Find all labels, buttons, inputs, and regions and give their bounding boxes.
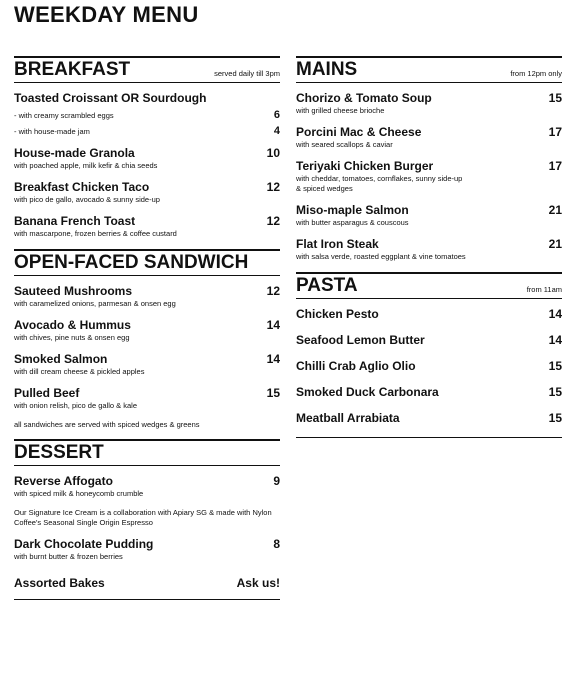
- item-price: 14: [548, 307, 562, 321]
- section-divider: [296, 437, 562, 438]
- menu-item: [296, 411, 562, 425]
- item-price: 21: [548, 203, 562, 217]
- item-description: with seared scallops & caviar: [296, 140, 393, 149]
- item-price: Ask us!: [236, 576, 280, 590]
- item-price: 15: [548, 359, 562, 373]
- menu-item: [14, 146, 280, 171]
- section-title: PASTA: [296, 275, 358, 296]
- menu-item: [14, 576, 280, 590]
- mains-section: [296, 56, 562, 262]
- item-price: 15: [548, 411, 562, 425]
- menu-item: [296, 359, 562, 373]
- item-option: [14, 125, 280, 137]
- item-description: with grilled cheese brioche: [296, 106, 385, 115]
- menu-item: [296, 385, 562, 399]
- item-price: 12: [266, 180, 280, 194]
- item-price: 14: [548, 333, 562, 347]
- option-label: - with house-made jam: [14, 126, 90, 136]
- menu-item: [296, 125, 562, 150]
- item-price: 10: [266, 146, 280, 160]
- option-price: 6: [273, 109, 280, 121]
- item-name: Avocado & Hummus: [14, 318, 131, 332]
- item-name: Chicken Pesto: [296, 307, 379, 321]
- menu-item: [296, 203, 562, 228]
- item-name: Porcini Mac & Cheese: [296, 125, 422, 139]
- item-price: 21: [548, 237, 562, 251]
- left-column: [14, 56, 280, 610]
- menu-item: [14, 386, 280, 411]
- item-name: Smoked Salmon: [14, 352, 108, 366]
- item-name: Reverse Affogato: [14, 474, 113, 488]
- item-price: 12: [266, 284, 280, 298]
- item-description: with butter asparagus & couscous: [296, 218, 409, 227]
- item-name: Toasted Croissant OR Sourdough: [14, 91, 207, 105]
- section-note: from 11am: [526, 285, 562, 294]
- item-name: Banana French Toast: [14, 214, 136, 228]
- item-price: 14: [266, 352, 280, 366]
- menu-item: [14, 474, 280, 499]
- menu-item: [14, 318, 280, 343]
- item-name: Chilli Crab Aglio Olio: [296, 359, 416, 373]
- item-description: with poached apple, milk kefir & chia seeds: [14, 161, 158, 170]
- item-description: with mascarpone, frozen berries & coffee custard: [14, 229, 177, 238]
- sandwich-section: [14, 249, 280, 429]
- menu-item: [14, 214, 280, 239]
- menu-item: [296, 333, 562, 347]
- item-price: 12: [266, 214, 280, 228]
- item-price: 15: [266, 386, 280, 400]
- menu-item: [296, 159, 562, 194]
- mains-header: [296, 56, 562, 83]
- item-description: with burnt butter & frozen berries: [14, 552, 123, 561]
- menu-title: WEEKDAY MENU: [14, 2, 199, 27]
- item-price: 17: [548, 125, 562, 139]
- dessert-section: [14, 439, 280, 600]
- breakfast-section: [14, 56, 280, 239]
- option-price: 4: [273, 125, 280, 137]
- item-description: with dill cream cheese & pickled apples: [14, 367, 145, 376]
- section-title: BREAKFAST: [14, 59, 131, 80]
- sandwich-footnote: all sandwiches are served with spiced wedges & greens: [14, 420, 200, 429]
- item-description: with spiced milk & honeycomb crumble: [14, 489, 144, 498]
- ice-cream-note: Our Signature Ice Cream is a collaboration with Apiary SG & made with Nylon Coffee's Seasonal Single Origin Espresso: [14, 508, 272, 527]
- item-name: Smoked Duck Carbonara: [296, 385, 439, 399]
- item-description: with salsa verde, roasted eggplant & vine tomatoes: [296, 252, 466, 261]
- breakfast-header: [14, 56, 280, 83]
- item-name: Assorted Bakes: [14, 576, 105, 590]
- item-name: Chorizo & Tomato Soup: [296, 91, 432, 105]
- item-description: with cheddar, tomatoes, cornflakes, sunny side-up & spiced wedges: [296, 174, 463, 193]
- menu-item: [14, 352, 280, 377]
- section-divider: [14, 599, 280, 600]
- pasta-section: [296, 272, 562, 438]
- item-description: with onion relish, pico de gallo & kale: [14, 401, 137, 410]
- item-name: Miso-maple Salmon: [296, 203, 409, 217]
- item-description: with caramelized onions, parmesan & onsen egg: [14, 299, 176, 308]
- item-name: Dark Chocolate Pudding: [14, 537, 154, 551]
- item-price: 8: [273, 537, 280, 551]
- item-description: with chives, pine nuts & onsen egg: [14, 333, 130, 342]
- section-title: OPEN-FACED SANDWICH: [14, 252, 249, 273]
- section-note: served daily till 3pm: [214, 69, 280, 78]
- item-name: Teriyaki Chicken Burger: [296, 159, 434, 173]
- dessert-header: [14, 439, 280, 466]
- menu-item: [14, 91, 280, 137]
- item-name: Breakfast Chicken Taco: [14, 180, 150, 194]
- item-price: 17: [548, 159, 562, 173]
- item-name: Sauteed Mushrooms: [14, 284, 133, 298]
- item-price: 15: [548, 385, 562, 399]
- section-title: DESSERT: [14, 442, 104, 463]
- menu-item: [14, 537, 280, 562]
- section-note: from 12pm only: [510, 69, 562, 78]
- sandwich-header: [14, 249, 280, 276]
- item-name: Pulled Beef: [14, 386, 80, 400]
- menu-item: [296, 307, 562, 321]
- menu-item: [296, 237, 562, 262]
- menu-item: [14, 284, 280, 309]
- menu-item: [14, 180, 280, 205]
- pasta-header: [296, 272, 562, 299]
- item-price: 14: [266, 318, 280, 332]
- item-name: House-made Granola: [14, 146, 135, 160]
- item-name: Flat Iron Steak: [296, 237, 379, 251]
- right-column: [296, 56, 562, 448]
- item-name: Meatball Arrabiata: [296, 411, 400, 425]
- item-description: with pico de gallo, avocado & sunny side-up: [14, 195, 160, 204]
- section-title: MAINS: [296, 59, 358, 80]
- item-name: Seafood Lemon Butter: [296, 333, 425, 347]
- item-price: 15: [548, 91, 562, 105]
- item-option: [14, 109, 280, 121]
- item-price: 9: [273, 474, 280, 488]
- menu-item: [296, 91, 562, 116]
- option-label: - with creamy scrambled eggs: [14, 110, 114, 120]
